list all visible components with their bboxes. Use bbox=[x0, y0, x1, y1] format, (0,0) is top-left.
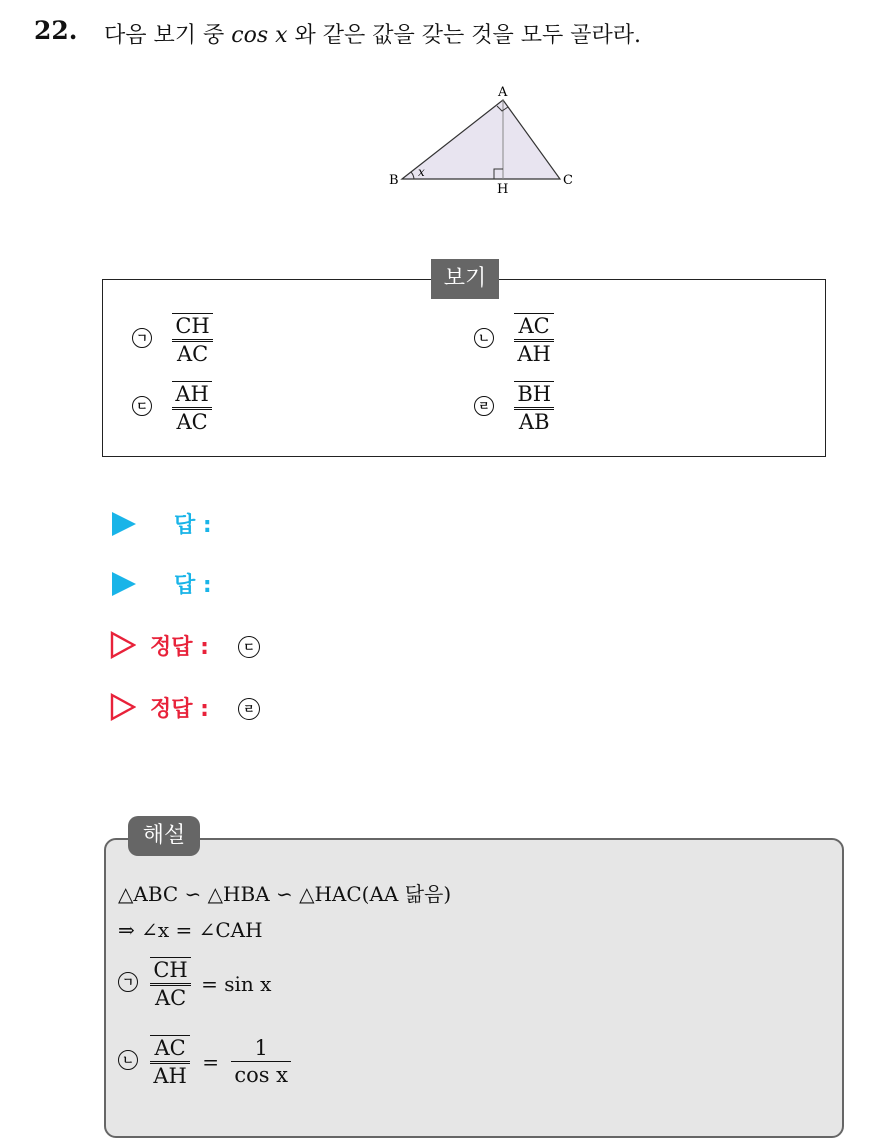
fraction-numerator: CH bbox=[172, 313, 212, 338]
fraction-numerator: CH bbox=[150, 957, 190, 982]
choice-4 bbox=[474, 381, 554, 434]
explanation-mark: ㄴ bbox=[118, 1050, 138, 1070]
explanation-rhs-fraction bbox=[231, 1036, 291, 1087]
choice-1 bbox=[132, 313, 213, 366]
question-math: cos x bbox=[231, 23, 288, 48]
choice-mark: ㄱ bbox=[132, 328, 152, 348]
explanation-line-1: △ABC ∽ △HBA ∽ △HAC(AA 닮음) bbox=[118, 882, 452, 906]
choice-fraction bbox=[514, 381, 554, 434]
explanation-title: 해설 bbox=[128, 816, 200, 856]
correct-arrow-icon bbox=[110, 693, 136, 721]
explanation-line-4 bbox=[118, 1035, 291, 1088]
choice-mark: ㄷ bbox=[132, 396, 152, 416]
fraction-denominator: AB bbox=[514, 409, 554, 434]
choice-fraction bbox=[172, 313, 212, 366]
answer-label-2: 답 : bbox=[174, 573, 212, 598]
correct-answer-mark: ㄷ bbox=[238, 636, 260, 658]
correct-answer-mark: ㄹ bbox=[238, 698, 260, 720]
explanation-equals: = bbox=[202, 1049, 219, 1074]
label-b: B bbox=[389, 173, 399, 188]
fraction-numerator: AC bbox=[150, 1035, 189, 1060]
choice-fraction bbox=[172, 381, 211, 434]
question-text bbox=[104, 18, 641, 49]
question-number: 22. bbox=[34, 16, 78, 45]
fraction-numerator: BH bbox=[514, 381, 554, 406]
choice-3 bbox=[132, 381, 212, 434]
answer-label-1: 답 : bbox=[174, 513, 212, 538]
answer-arrow-icon bbox=[112, 512, 136, 536]
bogi-title: 보기 bbox=[431, 259, 499, 299]
correct-arrow-icon bbox=[110, 631, 136, 659]
choice-2 bbox=[474, 313, 554, 366]
question-text-before: 다음 보기 중 bbox=[104, 23, 225, 48]
fraction-denominator: AH bbox=[514, 341, 553, 366]
triangle-abc bbox=[402, 100, 560, 179]
correct-label-2: 정답 : bbox=[150, 697, 209, 722]
fraction-denominator: AC bbox=[172, 409, 211, 434]
label-c: C bbox=[563, 173, 573, 188]
explanation-mark: ㄱ bbox=[118, 972, 138, 992]
fraction-numerator: AC bbox=[514, 313, 553, 338]
fraction-numerator: AH bbox=[172, 381, 211, 406]
choice-mark: ㄹ bbox=[474, 396, 494, 416]
label-a: A bbox=[498, 85, 508, 100]
explanation-line-2: ⇒ ∠x = ∠CAH bbox=[118, 918, 263, 942]
fraction-denominator: AC bbox=[172, 341, 212, 366]
fraction-denominator: cos x bbox=[234, 1063, 289, 1087]
correct-label-1: 정답 : bbox=[150, 635, 209, 660]
fraction-numerator: 1 bbox=[254, 1036, 268, 1060]
choice-fraction bbox=[514, 313, 553, 366]
triangle-figure bbox=[380, 80, 580, 195]
explanation-fraction bbox=[150, 957, 190, 1010]
explanation-rhs: = sin x bbox=[201, 971, 272, 996]
answer-arrow-icon bbox=[112, 572, 136, 596]
explanation-line-3 bbox=[118, 957, 271, 1010]
label-h: H bbox=[497, 182, 509, 195]
question-text-after: 와 같은 값을 갖는 것을 모두 골라라. bbox=[294, 23, 641, 48]
explanation-fraction bbox=[150, 1035, 189, 1088]
fraction-denominator: AC bbox=[150, 985, 190, 1010]
choice-mark: ㄴ bbox=[474, 328, 494, 348]
label-x: x bbox=[418, 165, 425, 179]
fraction-denominator: AH bbox=[150, 1063, 189, 1088]
